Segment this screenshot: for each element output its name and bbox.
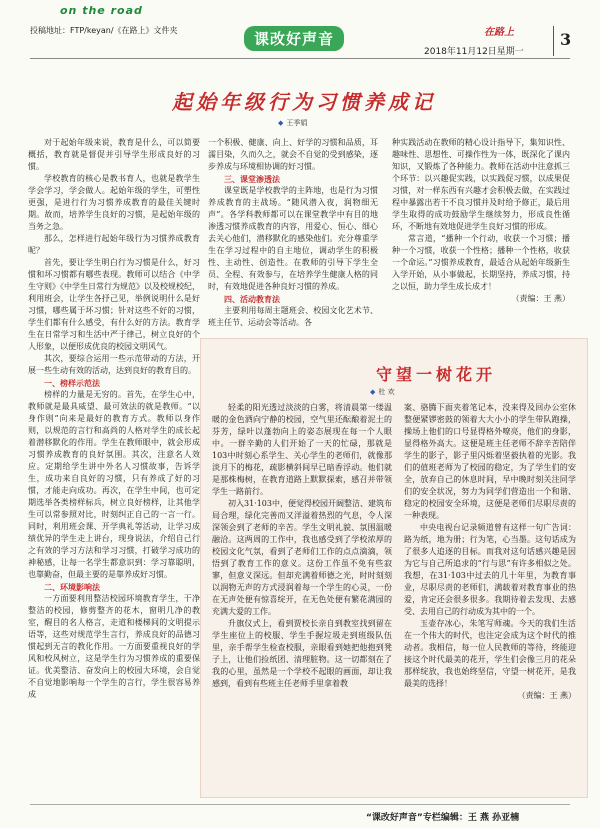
paragraph: 学校教育的核心是教书育人，也就是教学生学会学习，学会做人。起始年级的学生，可塑性更强，是进行行为习惯养成教育的最佳关键时期。故而，培养学生良好的习惯，是起始年级的当务之急。 [28, 174, 200, 231]
paragraph: 轻柔的阳光透过淡淡的白雾，将清晨第一缕温暖的金色洒向宁静的校园，空气里还酝酿着泥土的芬芳，绿叶以蓬勃向上的姿态展现在每一个人眼中。一群辛勤的人们开始了一天的忙碌，那就是103中时刻心系学生、关心学生的老师们，就像那淡月下的梅花，疏影横斜间早已暗香浮动。他们就是那株梅树，在教育道路上默默探索，感召并带领学生一路前行。 [212, 403, 392, 496]
paragraph: 一个积极、健康、向上、好学的习惯和品质，耳濡目染，久而久之，就会不自觉的受到感染，逐步养成与环境相协调的好习惯。 [208, 138, 378, 171]
header-rule [30, 58, 570, 59]
paragraph: 其次，要综合运用一些示范带动的方法，开展一些生动有效的活动，达到良好的教育目的。 [28, 354, 200, 375]
bullet-icon: ◆ [370, 388, 376, 396]
banner-left: on the road [60, 4, 143, 17]
paragraph: 常言道，“播种一个行动，收获一个习惯；播种一个习惯，收获一个性格；播种一个性格，收获一个命运。”习惯养成教育，最适合从起始年级新生入学开始，从小事做起，长期坚持，养成习惯，持之以恒，助力学生成长成才！ [392, 234, 570, 291]
paragraph: 初入31·103中，便觉得校园开阔整洁、建筑布局合理，绿化完善而又洋溢着热烈的气息，令人深深领会到了老师的辛苦。学生文明礼貌、氛围温暖融洽。这两周的工作中，我也感受到了学校浓厚的校园文化气氛，看到了老师们工作的点点滴滴，领悟到了教育工作的意义。这份工作虽不免有些寂寥，但意义深远。但却充满着师德之光，时时刻刻以润物无声的方式浸润着每一个学生的心灵，一份在无声处便有惊喜绽开，在无色处便有繁花满园的充满大爱的工作。 [212, 499, 392, 616]
footer-credit: “课改好声音”专栏编辑：王 燕 孙亚楠 [366, 813, 520, 823]
issue-date: 2018年11月12日星期一 [424, 47, 524, 57]
article1-column-1 [28, 137, 200, 701]
article1-author-name: 王季娟 [286, 119, 308, 127]
section-heading: 一、榜样示范法 [44, 378, 100, 388]
banner-title [60, 4, 143, 17]
article2-author [370, 387, 395, 397]
paragraph: 榜样的力量是无穷的。首先，在学生心中，教师就是最具威望、最可效法的就是教师。“以身作则”向来是最好的教育方式。教师以身作则，以规范的言行和高尚的人格对学生的成长起着潜移默化的作用。学生在教师眼中，就会形成习惯养成教育的良好氛围。其次，注意名人效应。定期给学生讲中外名人习惯故事，告诉学生，成功来自良好的习惯，只有养成了好的习惯，才能走向成功。再次，在学生中间，也可定期选举各类榜样标兵，树立良好榜样，让其他学生可以常参照对比，时刻纠正自己的一言一行。同时，利用班会课、开学典礼等活动，让学习成绩优异的学生走上讲台，现身说法，介绍自己行之有效的学习方法和学习习惯，打破学习成功的神秘感，让每一名学生都意识到：学习靠聪明，也靠勤奋，但最主要的是靠养成好习惯。 [28, 390, 200, 579]
page-header [0, 0, 600, 62]
article2-column-1 [212, 402, 392, 690]
article2-column-2 [404, 402, 576, 702]
section-heading: 四、活动教育法 [224, 294, 280, 304]
paragraph: 课堂既是学校教学的主阵地，也是行为习惯养成教育的主战场。“随风潜入夜，润物细无声”。各学科教师都可以在课堂教学中有目的地渗透习惯养成教育的内容，用爱心、恒心、细心去关心他们，潜移默化的感染他们。充分尊重学生在学习过程中的自主地位，调动学生的积极性、主动性、创造性。在教师的引导下学生全员、全程、有效参与，在培养学生健康人格的同时，有效地促进各种良好习惯的养成。 [208, 186, 378, 291]
column-title: 课改好声音 [244, 26, 344, 51]
header-divider [553, 26, 554, 56]
article2-title: 守望一树花开 [376, 365, 497, 384]
paragraph: 一方面要利用整洁校园环境教育学生，干净整洁的校园，修剪整齐的花木，窗明几净的教室，醒目的名人格言，走道和楼梯间的文明提示语等，这些对规范学生言行，养成良好的品德习惯起到无言的教化作用。一方面要重视良好的学风和校风树立，这是学生行为习惯养成的重要保证。优美整洁、奋发向上的校园大环境，会自觉不自觉地影响每一个学生的言行，学生很容易养成 [28, 594, 200, 699]
article1-author [278, 118, 307, 128]
masthead: 在路上 [484, 27, 514, 38]
article2-author-name: 杜 欢 [378, 388, 395, 396]
article1-title: 起始年级行为习惯养成记 [172, 90, 436, 114]
submission-address: 投稿地址：FTP/keyan/《在路上》文件夹 [30, 26, 178, 35]
paragraph: 中央电视台记录频道曾有这样一句广告词：路为纸，地为册；行为笔，心当墨。这句话成为了很多人追逐的目标。而我对这句话感兴趣是因为它与自己所追求的“行与思”有许多相似之处。我想，在31·103中过去的几十年里，为教育事业，尽职尽责的老师们，满载着对教育事业的热爱，肯定还会很多很多。我期待着去发现、去感受、去用自己的行动成为其中的一个。 [404, 523, 576, 616]
editor-credit: （责编：王 燕） [517, 691, 576, 700]
paragraph: 案、骆腾下面夹着笔记本，没来得及回办公室休整便紧锣密鼓的领着大大小小的学生带队跑操，操场上他们的口号显得格外嘹亮，他们的身影，显得格外高大。这便是班主任老师不辞辛苦陪伴学生的影子，影子里闪烁着坚毅执着的光影。我们的值班老师为了校园的稳定，为了学生们的安全，放弃自己的休息时间，早中晚时刻关注同学们的安全状况，努力为同学们营造出一个和谐、稳定的校园安全环境，这便是老师们尽职尽责的一种表现。 [404, 403, 576, 520]
article1-column-2 [208, 137, 378, 329]
editor-credit: （责编：王 燕） [511, 294, 570, 303]
paragraph: 种实践活动在教师的精心设计指导下，集知识性、趣味性、思想性、可操作性为一体，既深化了课内知识，又锻炼了各种能力。教师在活动中注意抓三个环节：以兴趣促实践，以实践促习惯，以成果促习惯，对一样东西有兴趣才会积极去做，在实践过程中暴露出若干不良习惯并及时给予修正，最后用学生取得的成功鼓励学生继续努力，形成良性循环，不断地有效地促进学生良好习惯的形成。 [392, 138, 570, 231]
section-heading: 二、环境影响法 [44, 582, 100, 592]
paragraph: 主要利用每周主题班会、校园文化艺术节、班主任节、运动会等活动。各 [208, 306, 378, 327]
paragraph: 升旗仪式上，看到贾校长亲自到教室找到留在学生座位上的校服、学生手握垃圾走到班级队伍里，亲手帮学生检查校服，亲眼看到她把他抱到凳子上，让他们捡纸团、清理脏物。这一切都刻在了我的心里，虽然是一个学校不起眼的画面，却让我感到，看到有些班主任老师手里拿着教 [212, 619, 392, 688]
paragraph: 那么，怎样进行起始年级行为习惯养成教育呢？ [28, 234, 200, 255]
page-number: 3 [560, 30, 572, 49]
footer-rule [30, 804, 570, 805]
paragraph: 首先，要让学生明白行为习惯是什么，好习惯和坏习惯都有哪些表现。教师可以结合《中学生守则》《中学生日常行为规范》以及校规校纪，利用班会，让学生各抒己见，举例说明什么是好习惯，哪些属于坏习惯；针对这些不好的习惯，学生们都有什么感受，有什么好的方法。教育学生在日常学习和生活中严于律己，树立良好的个人形象，以便形成优良的校园文明风气。 [28, 258, 200, 351]
paragraph: 对于起始年级来说，教育是什么，可以简要概括，教育就是督促并引导学生形成良好的习惯。 [28, 138, 200, 171]
paragraph: 玉壶存冰心，朱笔写师魂。今天的我们生活在一个伟大的时代，也注定会成为这个时代的推动者。我相信，每一位人民教师的等待，终能迎接这个时代最美的花开，学生们会像三月的花朵那样绽放，我也始终坚信，守望一树花开，是我最美的选择！ [404, 619, 576, 688]
article1-column-3 [392, 137, 570, 305]
bullet-icon: ◆ [278, 119, 284, 127]
section-heading: 三、课堂渗透法 [224, 174, 280, 184]
